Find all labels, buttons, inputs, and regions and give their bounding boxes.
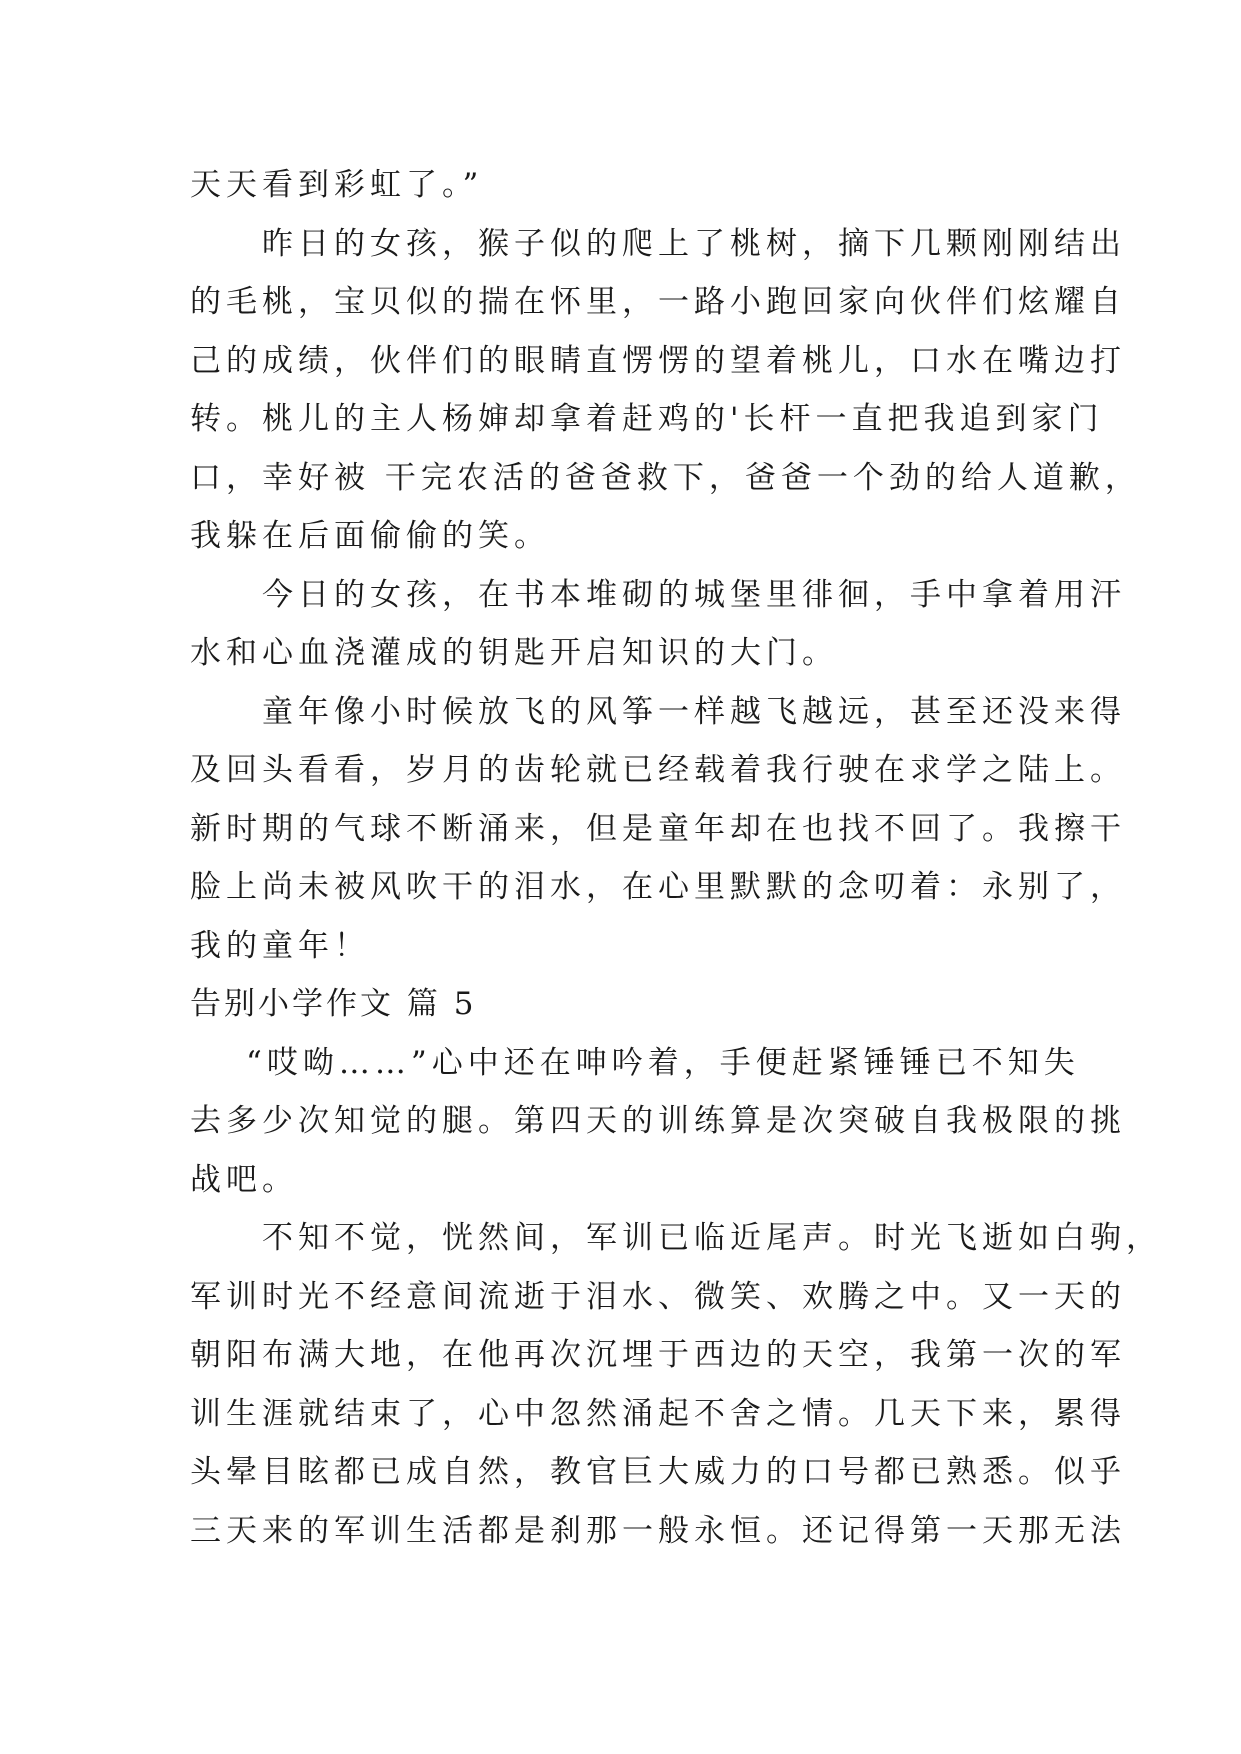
section-heading: 告别小学作文 篇 5 [190, 986, 477, 1022]
text-line: 三天来的军训生活都是刹那一般永恒。还记得第一天那无法 [190, 1512, 1126, 1549]
text-line: 己的成绩，伙伴们的眼睛直愣愣的望着桃儿，口水在嘴边打 [190, 342, 1126, 379]
text-line: 新时期的气球不断涌来，但是童年却在也找不回了。我擦干 [190, 810, 1126, 847]
text-line: 口，幸好被 干完农活的爸爸救下，爸爸一个劲的给人道歉， [190, 459, 1141, 496]
text-line: 昨日的女孩，猴子似的爬上了桃树，摘下几颗刚刚结出 [262, 225, 1126, 262]
text-line: 我的童年！ [190, 927, 370, 964]
text-line: 转。桃儿的主人杨婶却拿着赶鸡的'长杆一直把我追到家门 [190, 401, 1104, 437]
text-line: 不知不觉，恍然间，军训已临近尾声。时光飞逝如白驹， [262, 1220, 1162, 1256]
text-line: 脸上尚未被风吹干的泪水，在心里默默的念叨着：永别了， [190, 869, 1126, 905]
text-line: 训生涯就结束了，心中忽然涌起不舍之情。几天下来，累得 [190, 1395, 1126, 1432]
text-line: 战吧。 [190, 1161, 298, 1198]
text-line: 天天看到彩虹了。” [190, 167, 484, 203]
text-line: 我躲在后面偷偷的笑。 [190, 518, 550, 554]
text-line: 朝阳布满大地，在他再次沉埋于西边的天空，我第一次的军 [190, 1337, 1126, 1373]
text-line: 头晕目眩都已成自然，教官巨大威力的口号都已熟悉。似乎 [190, 1454, 1126, 1490]
text-line: 童年像小时候放飞的风筝一样越飞越远，甚至还没来得 [262, 693, 1126, 730]
text-line: 水和心血浇灌成的钥匙开启知识的大门。 [190, 635, 838, 671]
text-line: 军训时光不经意间流逝于泪水、微笑、欢腾之中。又一天的 [190, 1278, 1126, 1315]
document-body [190, 156, 1162, 1560]
text-line: 去多少次知觉的腿。第四天的训练算是次突破自我极限的挑 [190, 1103, 1126, 1139]
text-line: 的毛桃，宝贝似的揣在怀里，一路小跑回家向伙伴们炫耀自 [190, 284, 1126, 320]
text-line: 及回头看看，岁月的齿轮就已经载着我行驶在求学之陆上。 [190, 752, 1126, 788]
text-line: 今日的女孩，在书本堆砌的城堡里徘徊，手中拿着用汗 [262, 576, 1126, 613]
text-line: “哎呦……”心中还在呻吟着，手便赶紧锤锤已不知失 [246, 1044, 1080, 1081]
